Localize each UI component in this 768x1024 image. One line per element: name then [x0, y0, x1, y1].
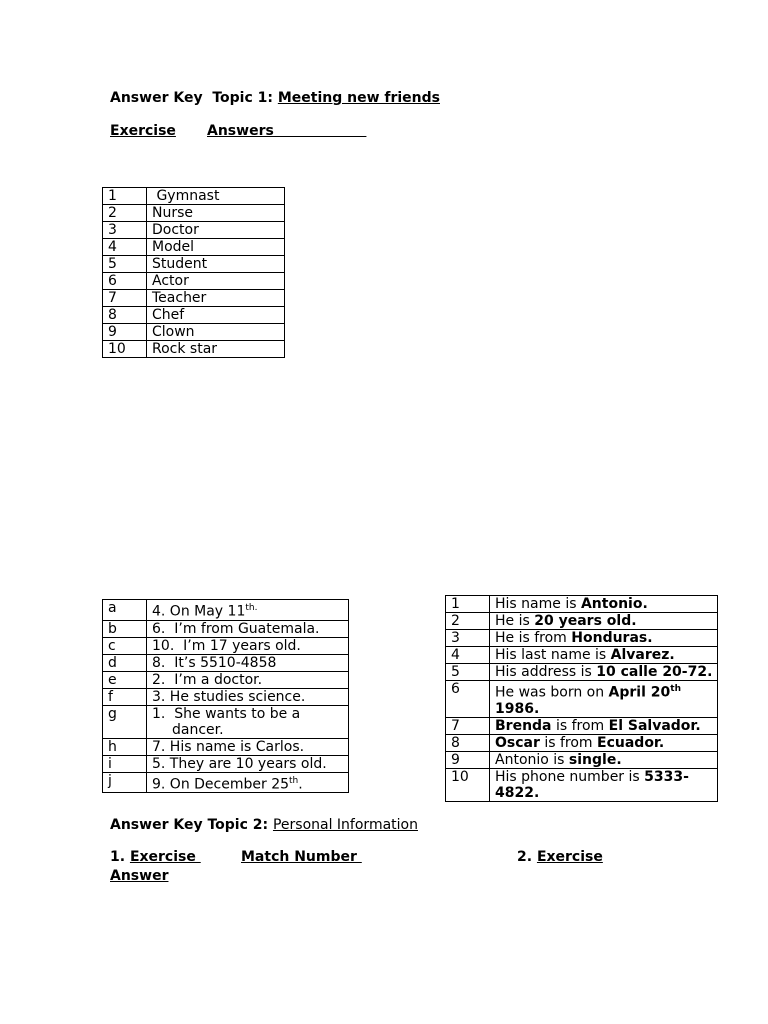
sentence-text: His phone number is — [495, 768, 645, 785]
sentence-bold: Ecuador. — [597, 734, 665, 751]
row-number: 7 — [446, 717, 490, 734]
row-sentence — [490, 596, 718, 613]
sentence-text: Antonio is — [495, 751, 569, 768]
row-answer: Student — [147, 256, 285, 273]
topic2-ex1-num: 1. — [110, 849, 130, 865]
sentence-text: He is — [495, 613, 535, 629]
row-number: 2 — [446, 613, 490, 630]
table-row — [103, 772, 349, 793]
row-number: 9 — [446, 751, 490, 768]
sentence-bold: April 20 — [608, 684, 671, 701]
row-letter: j — [103, 772, 147, 793]
row-answer: Model — [147, 239, 285, 256]
row-match — [147, 738, 349, 755]
sentence-text: is from — [539, 734, 598, 751]
row-letter: e — [103, 671, 147, 688]
sentence-bold: 5333-4822. — [495, 768, 689, 801]
match-text: 8. It’s 5510-4858 — [152, 654, 277, 671]
row-number: 1 — [103, 188, 147, 205]
row-letter: f — [103, 688, 147, 705]
table-row — [103, 600, 349, 621]
table-row — [103, 620, 349, 637]
row-number: 6 — [446, 681, 490, 718]
row-number: 5 — [446, 664, 490, 681]
table-row — [103, 341, 285, 358]
row-sentence — [490, 613, 718, 630]
row-answer: Teacher — [147, 290, 285, 307]
match-text: 3. He studies science. — [152, 688, 306, 705]
row-number: 4 — [103, 239, 147, 256]
table-row — [446, 751, 718, 768]
sentence-bold: Alvarez. — [610, 647, 675, 663]
row-answer: Doctor — [147, 222, 285, 239]
row-number: 7 — [103, 290, 147, 307]
table-row — [446, 630, 718, 647]
row-letter: b — [103, 620, 147, 637]
topic2-ex2-label: Exercise — [536, 849, 603, 865]
table-row — [446, 647, 718, 664]
table-row — [103, 273, 285, 290]
row-match — [147, 688, 349, 705]
topic2-title: Personal Information — [272, 817, 418, 833]
match-text: 2. I’m a doctor. — [152, 671, 263, 688]
row-number: 10 — [446, 768, 490, 801]
row-answer: Actor — [147, 273, 285, 290]
row-answer: Clown — [147, 324, 285, 341]
match-text: 10. I’m 17 years old. — [152, 637, 301, 654]
sentence-text: is from — [551, 717, 609, 734]
sentence-text: He was born on — [495, 684, 609, 701]
topic2-prefix: Answer Key Topic 2: — [110, 817, 273, 833]
table-row — [103, 671, 349, 688]
topic1-col-exercise: Exercise — [110, 123, 176, 139]
table-row — [446, 613, 718, 630]
row-letter: c — [103, 637, 147, 654]
table-row — [103, 239, 285, 256]
sentence-text: His last name is — [495, 647, 611, 663]
sentence-text: His address is — [495, 664, 597, 680]
table-row — [103, 188, 285, 205]
table-row — [446, 681, 718, 718]
topic2-match-table — [102, 599, 349, 793]
row-sentence — [490, 734, 718, 751]
match-superscript: th — [289, 775, 299, 786]
table-row — [103, 324, 285, 341]
row-answer: Rock star — [147, 341, 285, 358]
sentence-bold-start: Oscar — [495, 734, 540, 751]
row-letter: a — [103, 600, 147, 621]
match-text: 5. They are 10 years old. — [152, 755, 327, 772]
sentence-bold: Antonio. — [580, 596, 648, 612]
row-sentence — [490, 647, 718, 664]
table-row — [103, 205, 285, 222]
match-text-after: . — [298, 776, 303, 793]
table-row — [446, 768, 718, 801]
row-match — [147, 654, 349, 671]
match-text: 9. On December 25 — [152, 776, 290, 793]
match-text-continued: dancer. — [172, 721, 224, 738]
row-match — [147, 772, 349, 793]
topic2-exercise2-table — [445, 595, 718, 802]
row-letter: i — [103, 755, 147, 772]
table-row — [103, 738, 349, 755]
topic2-ex1-label: Exercise — [129, 849, 201, 865]
sentence-bold: Honduras. — [571, 630, 653, 646]
table-row — [446, 664, 718, 681]
row-number: 4 — [446, 647, 490, 664]
topic2-answer-label: Answer — [110, 868, 169, 884]
row-number: 6 — [103, 273, 147, 290]
topic1-col-answers: Answers — [207, 123, 367, 139]
row-sentence — [490, 751, 718, 768]
sentence-bold: 10 calle 20-72. — [596, 664, 713, 680]
topic1-answers-table — [102, 187, 285, 358]
table-row — [103, 222, 285, 239]
row-match — [147, 671, 349, 688]
row-number: 1 — [446, 596, 490, 613]
table-row — [103, 256, 285, 273]
table-row — [103, 307, 285, 324]
match-text: 1. She wants to be a — [152, 705, 301, 722]
table-row — [103, 290, 285, 307]
row-match — [147, 600, 349, 621]
row-match — [147, 620, 349, 637]
row-letter: h — [103, 738, 147, 755]
row-answer: Nurse — [147, 205, 285, 222]
sentence-superscript: th — [670, 684, 681, 694]
table-row — [446, 717, 718, 734]
row-sentence — [490, 664, 718, 681]
row-number: 8 — [446, 734, 490, 751]
row-letter: d — [103, 654, 147, 671]
row-number: 5 — [103, 256, 147, 273]
match-text: 7. His name is Carlos. — [152, 738, 305, 755]
sentence-bold: single. — [568, 751, 622, 768]
topic2-ex2-heading — [517, 849, 603, 865]
row-number: 2 — [103, 205, 147, 222]
topic1-prefix: Answer Key Topic 1: — [110, 90, 278, 106]
sentence-bold-start: Brenda — [495, 717, 552, 734]
topic2-heading — [110, 817, 418, 833]
sentence-text: His name is — [495, 596, 581, 612]
table-row — [446, 596, 718, 613]
topic2-match-number: Match Number — [241, 849, 362, 865]
row-number: 3 — [103, 222, 147, 239]
sentence-bold: 20 years old. — [534, 613, 637, 629]
match-text: 4. On May 11 — [152, 603, 246, 620]
row-sentence — [490, 630, 718, 647]
topic1-title: Meeting new friends — [277, 90, 440, 106]
table-row — [103, 705, 349, 738]
row-sentence — [490, 717, 718, 734]
table-row — [103, 688, 349, 705]
row-letter: g — [103, 705, 147, 738]
topic1-heading — [110, 90, 440, 106]
row-match — [147, 755, 349, 772]
row-match — [147, 705, 349, 738]
row-match — [147, 637, 349, 654]
row-answer: Chef — [147, 307, 285, 324]
table-row — [446, 734, 718, 751]
row-sentence — [490, 681, 718, 718]
sentence-bold: El Salvador. — [608, 717, 701, 734]
topic2-ex2-num: 2. — [517, 849, 537, 865]
sentence-bold-continued: 1986. — [495, 700, 540, 717]
match-superscript: th. — [245, 603, 258, 613]
topic2-ex1-heading — [110, 849, 201, 865]
row-answer: Gymnast — [147, 188, 285, 205]
row-number: 3 — [446, 630, 490, 647]
table-row — [103, 654, 349, 671]
table-row — [103, 637, 349, 654]
match-text: 6. I’m from Guatemala. — [152, 620, 320, 637]
sentence-text: He is from — [495, 630, 572, 646]
row-number: 9 — [103, 324, 147, 341]
row-number: 8 — [103, 307, 147, 324]
row-number: 10 — [103, 341, 147, 358]
table-row — [103, 755, 349, 772]
row-sentence — [490, 768, 718, 801]
